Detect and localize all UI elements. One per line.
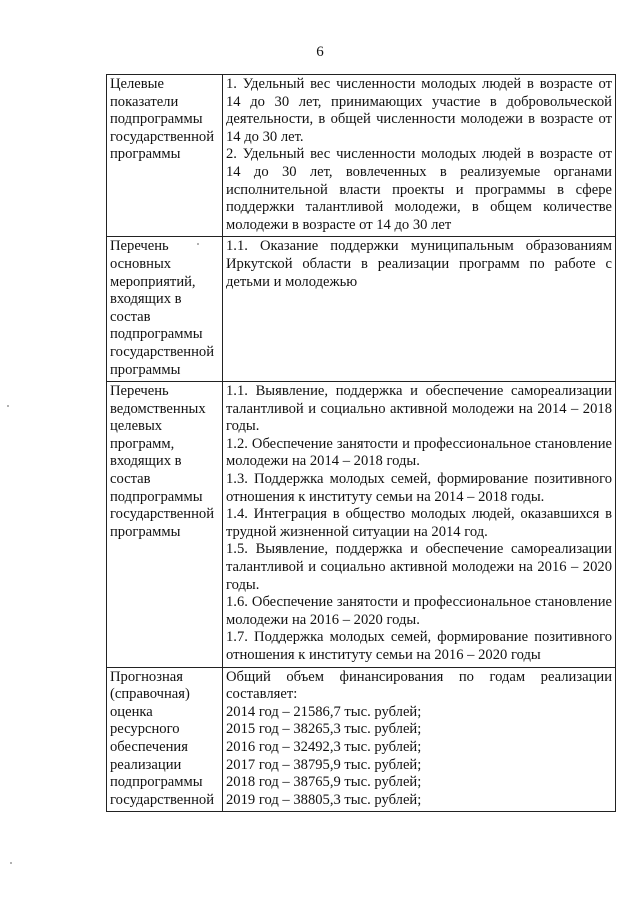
- page-number: 6: [316, 44, 324, 60]
- target-indicator-item: 1. Удельный вес численности молодых людей в возрасте от 14 до 30 лет, принимающих участие в добровольческой деятельности, в общей численности молодежи в возрасте от 14 до 30 лет.: [226, 76, 612, 145]
- row-label: Целевые показатели подпрограммы государственной программы: [107, 75, 223, 237]
- departmental-program-item: 1.7. Поддержка молодых семей, формирование позитивного отношения к институту семьи на 2016 – 2020 годы: [226, 629, 612, 663]
- departmental-program-item: 1.2. Обеспечение занятости и профессиональное становление молодежи на 2014 – 2018 годы.: [226, 435, 612, 470]
- row-content: [223, 382, 616, 668]
- funding-intro: Общий объем финансирования по годам реализации составляет:: [226, 668, 612, 703]
- row-label: Прогнозная (справочная) оценка ресурсного обеспечения реализации подпрограммы государственной: [107, 667, 223, 812]
- table-row: [107, 382, 616, 668]
- funding-year-item: 2016 год – 32492,3 тыс. рублей;: [226, 738, 422, 755]
- row-label: Перечень основных мероприятий, входящих в состав подпрограммы государственной программы: [107, 237, 223, 382]
- funding-year-item: 2018 год – 38765,9 тыс. рублей;: [226, 774, 422, 791]
- departmental-program-item: 1.5. Выявление, поддержка и обеспечение самореализации талантливой и социально активной молодежи на 2016 – 2020 годы.: [226, 541, 612, 593]
- row-content: [223, 667, 616, 812]
- row-label: Перечень ведомственных целевых программ, входящих в состав подпрограммы государственной программы: [107, 382, 223, 668]
- target-indicator-item: 2. Удельный вес численности молодых людей в возрасте от 14 до 30 лет, вовлеченных в реализуемые органами исполнительной власти проекты и программы в сфере поддержки талантливой молодежи, в общем количестве молодежи в возрасте от 14 до 30 лет: [226, 146, 612, 233]
- table-row: [107, 667, 616, 812]
- departmental-program-item: 1.6. Обеспечение занятости и профессиональное становление молодежи на 2016 – 2020 годы.: [226, 594, 612, 628]
- departmental-program-item: 1.1. Выявление, поддержка и обеспечение самореализации талантливой и социально активной молодежи на 2014 – 2018 годы.: [226, 383, 612, 435]
- departmental-program-item: 1.4. Интеграция в общество молодых людей, оказавшихся в трудной жизненной ситуации на 2014 год.: [226, 506, 612, 540]
- subprogram-passport-table: [106, 74, 616, 812]
- scan-speck: [10, 862, 12, 864]
- table-row: [107, 75, 616, 237]
- main-activity-item: 1.1. Оказание поддержки муниципальным образованиям Иркутской области в реализации программ по работе с детьми и молодежью: [226, 238, 612, 290]
- funding-year-item: 2017 год – 38795,9 тыс. рублей;: [226, 756, 422, 773]
- row-content: [223, 75, 616, 237]
- funding-year-item: 2014 год – 21586,7 тыс. рублей;: [226, 703, 422, 720]
- table-row: [107, 237, 616, 382]
- funding-year-item: 2015 год – 38265,3 тыс. рублей;: [226, 721, 422, 738]
- scan-speck: [7, 405, 9, 407]
- departmental-program-item: 1.3. Поддержка молодых семей, формирование позитивного отношения к институту семьи на 2014 – 2018 годы.: [226, 471, 612, 505]
- scan-speck: [197, 243, 199, 245]
- row-content: [223, 237, 616, 382]
- funding-year-item: 2019 год – 38805,3 тыс. рублей;: [226, 791, 422, 808]
